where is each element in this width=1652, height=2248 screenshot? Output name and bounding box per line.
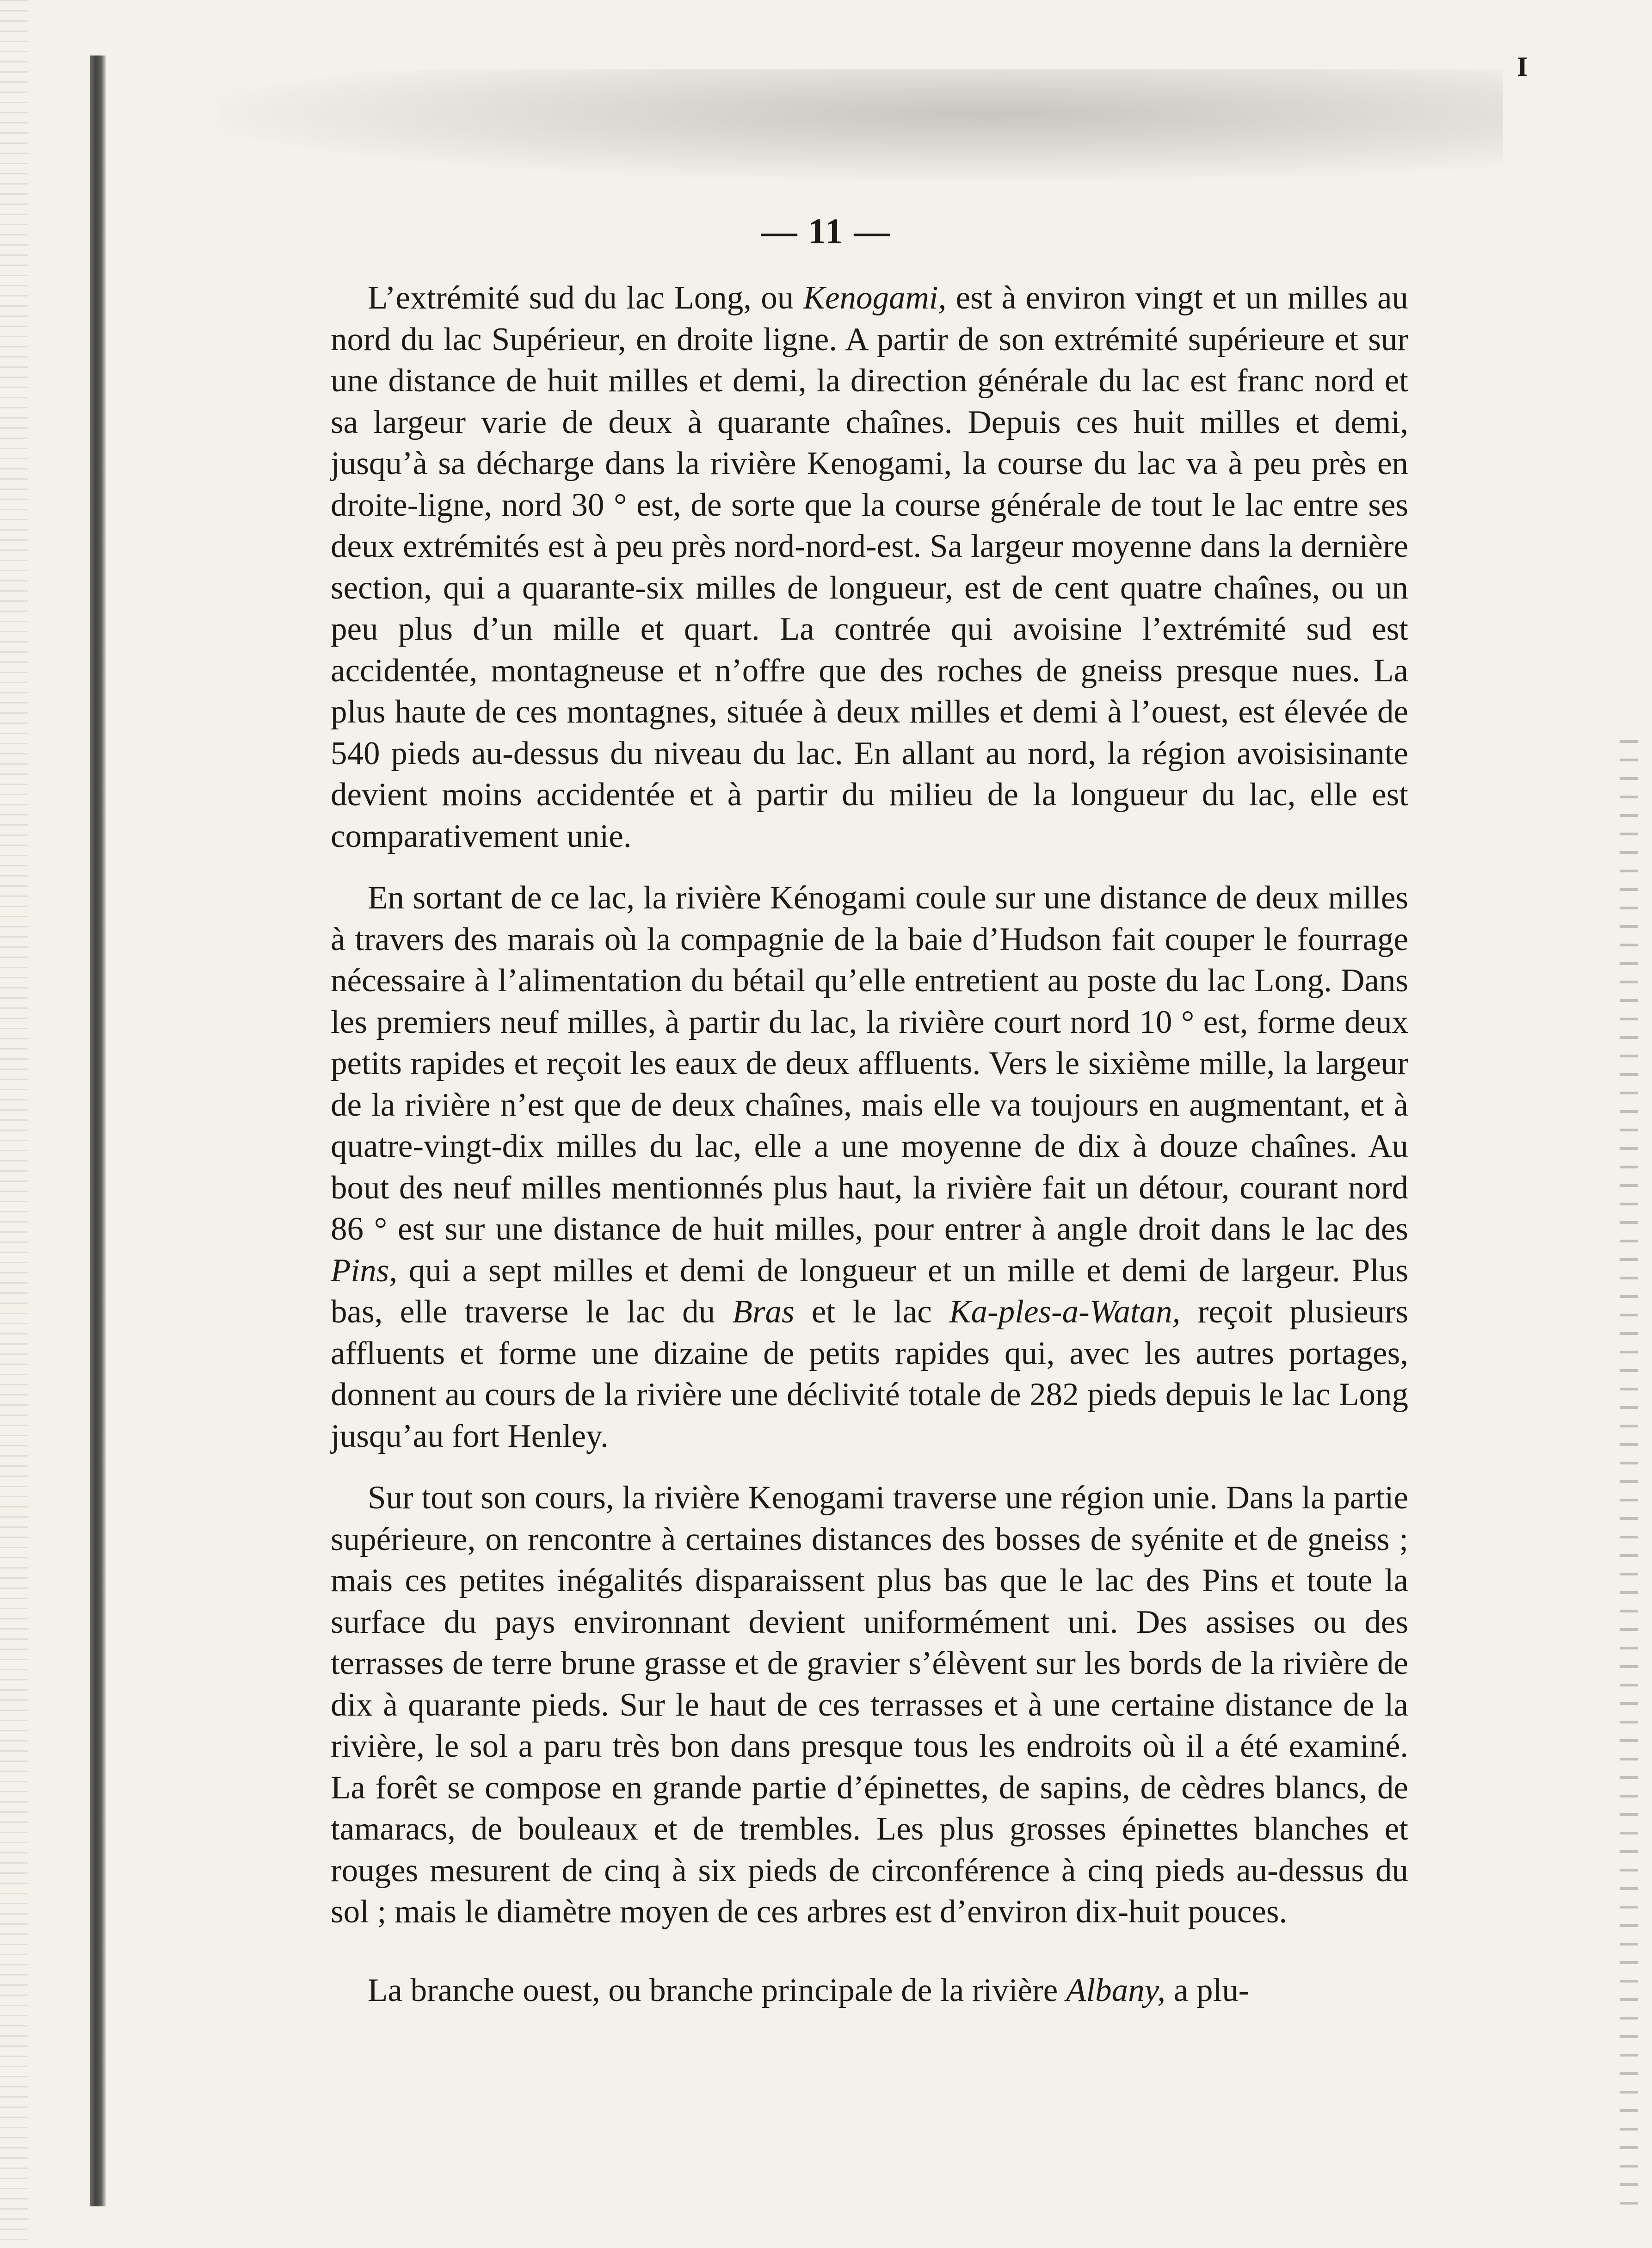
place-name-kenogami: Kenogami, [803, 280, 947, 316]
text-segment: En sortant de ce lac, la rivière Kénogami coule sur une distance de deux milles à travers des marais où la compagnie de la baie d’Hudson fait couper le fourrage nécessaire à l’alimentation du bétail qu’elle entretient au poste du lac Long. Dans les premiers neuf milles, à partir du lac, la rivière court nord 10 ° est, forme deux petits rapides et reçoit les eaux de deux affluents. Vers le sixième mille, la largeur de la rivière n’est que de deux chaînes, mais elle va toujours en augmentant, et à quatre-vingt-dix milles du lac, elle a une moyenne de dix à douze chaînes. Au bout des neuf milles mentionnés plus haut, la rivière fait un détour, courant nord 86 ° est sur une distance de huit milles, pour entrer à angle droit dans le lac des [331, 880, 1408, 1247]
corner-mark: I [1517, 51, 1528, 82]
paragraph [331, 877, 1408, 1457]
place-name-albany: Albany, [1066, 1972, 1165, 2008]
paragraph [331, 278, 1408, 857]
text-segment: reçoit plusieurs affluents et forme une dizaine de petits rapides qui, avec les autres portages, donnent au cours de la rivière une déclivité totale de 282 pieds depuis le lac Long jusqu’au fort Henley. [331, 1294, 1409, 1454]
text-segment: La branche ouest, ou branche principale de la rivière [368, 1972, 1066, 2008]
text-segment: est à environ vingt et un milles au nord du lac Supérieur, en droite ligne. A partir de son extrémité supérieure et sur une distance de huit milles et demi, la direction générale du lac est franc nord et sa largeur varie de deux à quarante chaînes. Depuis ces huit milles et demi, jusqu’à sa décharge dans la rivière Kenogami, la course du lac va à peu près en droite-ligne, nord 30 ° est, de sorte que la course générale de tout le lac entre ses deux extrémités est à peu près nord-nord-est. Sa largeur moyenne dans la dernière section, qui a quarante-six milles de longueur, est de cent quatre chaînes, ou un peu plus d’un mille et quart. La contrée qui avoisine l’extrémité sud est accidentée, montagneuse et n’offre que des roches de gneiss presque nues. La plus haute de ces montagnes, située à deux milles et demi à l’ouest, est élevée de 540 pieds au-dessus du niveau du lac. En allant au nord, la région avoisisinante devient moins accidentée et à partir du milieu de la longueur du lac, elle est comparativement unie. [331, 280, 1408, 854]
body-text [331, 278, 1408, 2011]
paragraph [331, 1477, 1408, 1933]
page-number: — 11 — [761, 211, 891, 251]
text-segment: et le lac [794, 1294, 949, 1330]
scan-edge-speckle [0, 0, 28, 2248]
scan-smudge [217, 69, 1503, 180]
place-name-pins: Pins, [331, 1252, 397, 1289]
scan-right-edge-marks [1620, 740, 1638, 2220]
place-name-ka-ples-a-watan: Ka-ples-a-Watan, [949, 1294, 1181, 1330]
place-name-bras: Bras [732, 1294, 795, 1330]
text-segment: a plu- [1165, 1972, 1250, 2008]
scan-binding-shadow [90, 56, 106, 2206]
text-segment: Sur tout son cours, la rivière Kenogami traverse une région unie. Dans la partie supérieure, on rencontre à certaines distances des bosses de syénite et de gneiss ; mais ces petites inégalités disparaissent plus bas que le lac des Pins et toute la surface du pays environnant devient uniformément uni. Des assises ou des terrasses de terre brune grasse et de gravier s’élèvent sur les bords de la rivière de dix à quarante pieds. Sur le haut de ces terrasses et à une certaine distance de la rivière, le sol a paru très bon dans presque tous les endroits où il a été examiné. La forêt se compose en grande partie d’épinettes, de sapins, de cèdres blancs, de tamaracs, de bouleaux et de trembles. Les plus grosses épinettes blanches et rouges mesurent de cinq à six pieds de circonférence à cinq pieds au-dessus du sol ; mais le diamètre moyen de ces arbres est d’environ dix-huit pouces. [331, 1480, 1408, 1930]
text-segment: L’extrémité sud du lac Long, ou [368, 280, 803, 316]
text-segment: qui a sept milles et demi de longueur et un mille et demi de largeur. Plus bas, elle traverse le lac du [331, 1252, 1408, 1330]
paragraph [331, 1970, 1408, 2012]
